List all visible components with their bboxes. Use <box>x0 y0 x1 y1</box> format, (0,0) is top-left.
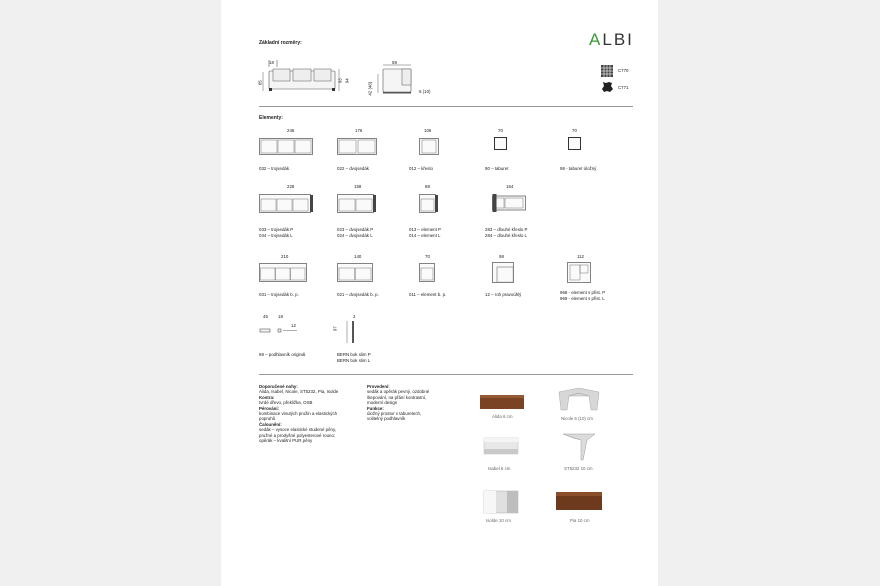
element-label: 032 – trojsedák <box>259 166 290 171</box>
leg-label: Pia 10 cm <box>570 518 590 523</box>
element-label: 011 – element b. p. <box>409 292 447 297</box>
spec-text: popruhů <box>259 416 276 422</box>
spec-text: pružné a prodyšné polyesterové rouno; <box>259 432 336 438</box>
spec-title: Provedení: <box>367 384 390 389</box>
element-label: 013 – element P <box>409 227 441 232</box>
dim-label: 140 <box>354 254 362 259</box>
dim-label: 210 <box>281 254 289 259</box>
dim-label: 65 <box>257 80 263 86</box>
divider <box>259 374 633 375</box>
element-label: 014 – element L <box>409 233 441 238</box>
spec-text: sedák – vysoce elastické studené pěny, <box>259 427 337 433</box>
element-022-drawing <box>337 138 377 155</box>
dim-label: 176 <box>355 128 363 133</box>
element-label: 90 – taburet <box>485 166 509 171</box>
element-label: 021 – dvojsedák b. p. <box>337 292 379 297</box>
spec-text: volitelný podhlavník <box>367 416 406 422</box>
spec-text: tvrdé dřevo, překližka, OSB <box>259 400 313 406</box>
dim-label: 70 <box>498 128 503 133</box>
dim-label: 97 <box>332 326 338 332</box>
dim-label: 98 <box>499 254 504 259</box>
dim-label: 2 <box>353 314 356 319</box>
specs-right <box>367 384 429 422</box>
element-012-drawing <box>419 138 439 155</box>
element-12-drawing <box>492 262 514 283</box>
albi-logo: ALBI <box>589 30 634 49</box>
element-label: 031 – trojsedák b. p. <box>259 292 299 297</box>
spec-text: kombinace vinutých pružin a elastických <box>259 411 338 417</box>
element-011-drawing <box>419 263 435 282</box>
leg-label: Isabel 6 cm <box>488 466 511 471</box>
spec-title: Funkce: <box>367 405 384 411</box>
leg-isabel-image <box>483 437 519 455</box>
dim-label: 94 <box>344 78 350 84</box>
element-label: 034 – trojsedák L <box>259 233 293 238</box>
leg-nicole-image <box>557 388 601 412</box>
dim-label: 106 <box>424 128 432 133</box>
element-label: 283 – dlouhé křeslo P <box>485 227 528 232</box>
leg-label: Isolde 10 cm <box>486 518 511 523</box>
spec-text: úložný prostor v taburetech, <box>367 411 422 417</box>
leg-label: Alida 6 cm <box>492 414 513 419</box>
spec-title: Doporučené nohy: <box>259 384 298 389</box>
spec-title: Čalounění: <box>259 421 282 427</box>
element-label: 98 - taburet úložný <box>560 166 597 171</box>
dim-label: 59 <box>392 60 397 65</box>
spec-text: štepování, na přání kontrastní, <box>367 394 427 400</box>
element-label: 012 – křeslo <box>409 166 433 171</box>
specs-left <box>259 384 338 443</box>
dim-label: 70 <box>425 254 430 259</box>
spec-text: sedák a opěrák pevný, ozdobné <box>367 389 430 395</box>
leg-pia-image <box>556 492 602 510</box>
element-label: 033 – trojsedák P <box>259 227 294 232</box>
element-98-drawing <box>568 137 581 150</box>
material-code: C770 <box>618 68 629 73</box>
dim-label: 164 <box>506 184 514 189</box>
element-label: 12 – roh pravoúhlý <box>485 292 522 297</box>
element-90-drawing <box>494 137 507 150</box>
element-69-drawing <box>259 322 299 330</box>
element-bern-drawing <box>343 320 357 344</box>
element-021-drawing <box>337 263 373 282</box>
element-label: 284 – dlouhé křeslo L <box>485 233 527 238</box>
dim-label: 12 <box>291 323 296 328</box>
dim-label: 18 <box>269 60 274 65</box>
element-033-drawing <box>259 194 314 213</box>
leg-alida-image <box>480 395 524 409</box>
element-032-drawing <box>259 138 313 155</box>
dim-label: 158 <box>354 184 362 189</box>
element-023-drawing <box>337 194 377 213</box>
dim-label: 18 <box>278 314 283 319</box>
dim-label: 228 <box>287 184 295 189</box>
element-968-drawing <box>567 262 591 283</box>
spec-text: opěrák – kvalitní PUR pěny <box>259 438 313 444</box>
dim-label: 93 <box>337 78 343 84</box>
element-label: BERN bok slim L <box>337 358 371 363</box>
leather-icon <box>601 80 614 98</box>
element-031-drawing <box>259 263 307 282</box>
spec-text: Alida, Isabel, Nicole, ST5232, Pia, Isolde <box>259 389 339 395</box>
element-label: 969 - element s přist. L <box>560 296 605 301</box>
dim-label: 112 <box>577 254 584 259</box>
leg-isolde-image <box>483 490 519 514</box>
spec-title: Pérování: <box>259 405 280 411</box>
dim-label: 42 (46) <box>367 81 373 96</box>
material-code: C771 <box>618 85 629 90</box>
catalog-sheet <box>221 0 658 586</box>
element-label: BERN bok slim P <box>337 352 371 357</box>
element-283-drawing <box>492 193 528 213</box>
dim-label: 6 (10) <box>419 89 431 94</box>
element-label: 968 - element s přist. P <box>560 290 606 295</box>
elements-title: Elementy: <box>259 115 283 121</box>
base-dims-title: Základní rozměry: <box>259 40 302 46</box>
element-label: 023 – dvojsedák P <box>337 227 374 232</box>
divider <box>259 106 633 107</box>
dim-label: 70 <box>572 128 577 133</box>
leg-st5232-image <box>561 430 597 462</box>
spec-title: Kostra: <box>259 394 275 400</box>
element-label: 022 – dvojsedák <box>337 166 369 171</box>
spec-text: moderní design <box>367 400 398 406</box>
element-013-drawing <box>419 194 439 213</box>
element-label: 024 – dvojsedák L <box>337 233 373 238</box>
dim-label: 88 <box>425 184 430 189</box>
element-label: 69 – podhlavník originál <box>259 352 306 357</box>
dim-label: 45 <box>263 314 268 319</box>
leg-label: ST5232 10 cm <box>564 466 593 471</box>
dim-label: 246 <box>287 128 295 133</box>
leg-label: Nicole 6 (10) cm <box>561 416 593 421</box>
